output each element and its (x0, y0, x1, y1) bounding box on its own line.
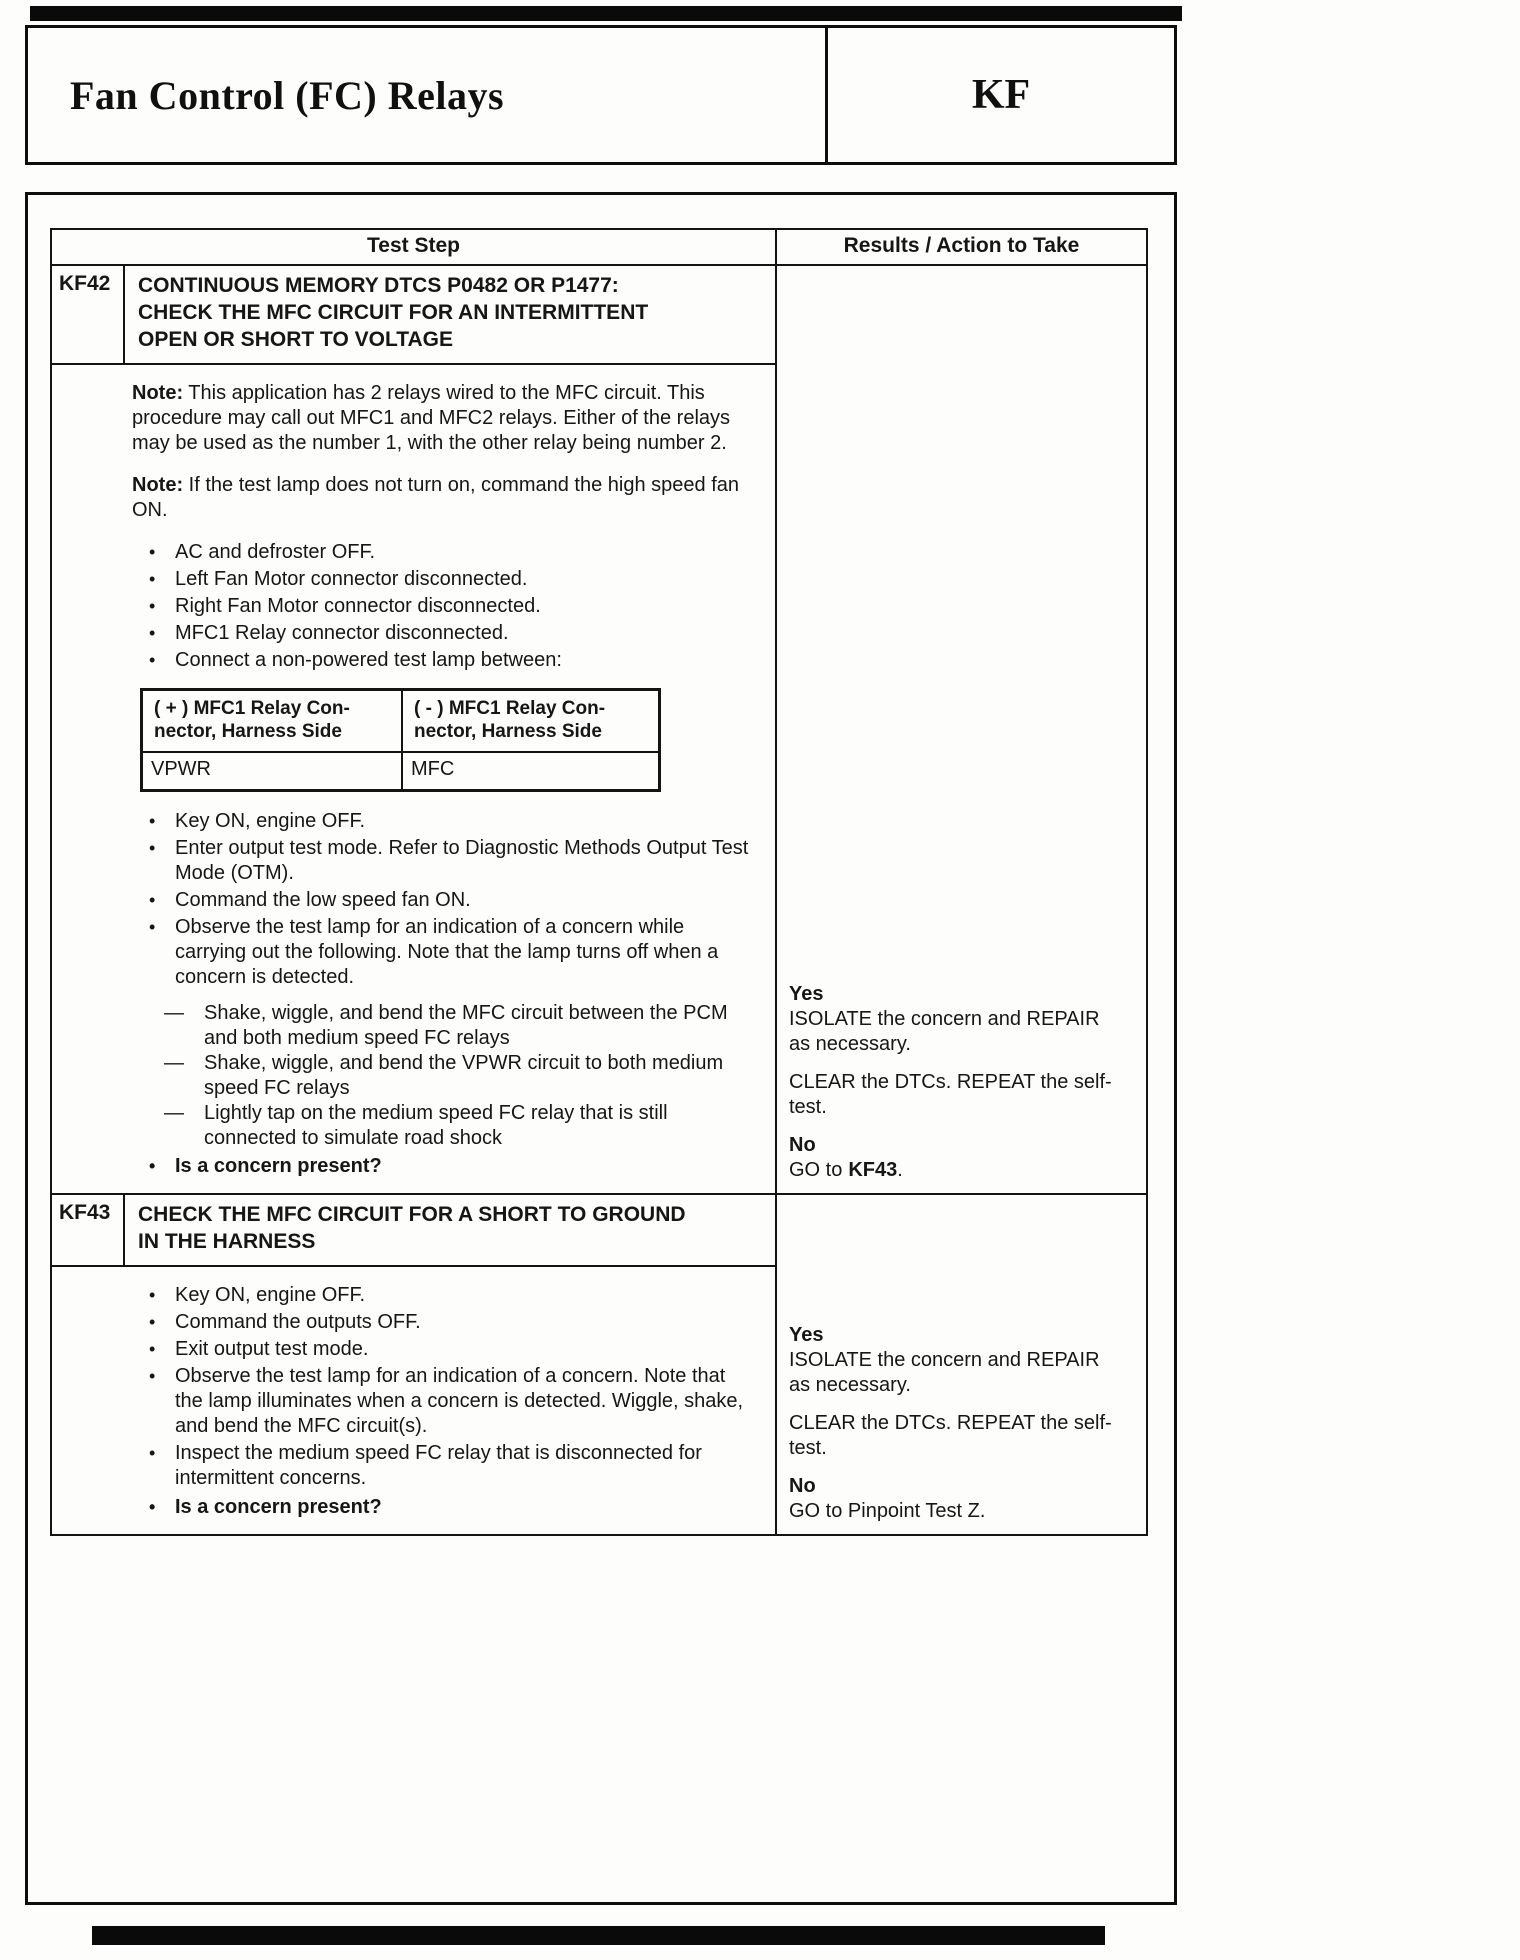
bullet-icon: • (149, 1443, 156, 1463)
bullet-icon: • (149, 1285, 156, 1305)
connector-minus-value: MFC (411, 758, 455, 780)
list-item (149, 621, 755, 646)
step-title: CHECK THE MFC CIRCUIT FOR A SHORT TO GROUND IN THE HARNESS (138, 1203, 686, 1253)
dash-item-text: Shake, wiggle, and bend the VPWR circuit to both medium speed FC relays (204, 1052, 724, 1099)
bullet-icon: • (149, 1497, 156, 1517)
yes-action-1: ISOLATE the concern and REPAIR as necessary. (789, 1349, 1100, 1396)
no-label: No (789, 1134, 816, 1156)
list-item-text: Enter output test mode. Refer to Diagnostic Methods Output Test Mode (OTM). (175, 837, 749, 884)
step-title: CONTINUOUS MEMORY DTCS P0482 OR P1477: CHECK THE MFC CIRCUIT FOR AN INTERMITTENT OPEN OR SHORT TO VOLTAGE (138, 274, 649, 351)
no-label: No (789, 1475, 816, 1497)
bullet-icon: • (149, 650, 156, 670)
results-column-header: Results / Action to Take (843, 234, 1080, 257)
no-action (789, 1158, 1126, 1183)
bullet-list (132, 540, 755, 673)
dash-item (164, 1101, 755, 1151)
list-item (149, 1364, 755, 1439)
connector-plus-header (143, 691, 403, 751)
connector-table-row (143, 753, 658, 789)
list-item-text: Command the low speed fan ON. (175, 889, 471, 911)
list-item-text: Command the outputs OFF. (175, 1311, 421, 1333)
list-item (149, 888, 755, 913)
list-item (149, 1310, 755, 1335)
list-item-text: Observe the test lamp for an indication of a concern. Note that the lamp illuminates when a concern is detected. Wiggle, shake, and bend the MFC circuit(s). (175, 1365, 744, 1437)
kf42-title-row (52, 266, 775, 365)
bullet-icon: • (149, 838, 156, 858)
list-item (149, 540, 755, 565)
question-text: Is a concern present? (175, 1496, 382, 1518)
list-item-text: Key ON, engine OFF. (175, 810, 366, 832)
yes-action-2: CLEAR the DTCs. REPEAT the self-test. (789, 1412, 1112, 1459)
bullet-icon: • (149, 596, 156, 616)
bullet-icon: • (149, 569, 156, 589)
list-item (149, 809, 755, 834)
list-item-text: Inspect the medium speed FC relay that is disconnected for intermittent concerns. (175, 1442, 702, 1489)
content-frame (25, 192, 1177, 1905)
step-id: KF43 (52, 1195, 125, 1265)
connector-plus-value: VPWR (143, 753, 403, 789)
goto-suffix: . (897, 1159, 903, 1181)
note-label: Note: (132, 382, 184, 404)
bullet-icon: • (149, 1156, 156, 1176)
connector-minus-header (403, 691, 658, 751)
note-paragraph (132, 381, 755, 456)
dash-item (164, 1001, 755, 1051)
connector-minus-header-line2: nector, Harness Side (414, 721, 602, 742)
yes-label: Yes (789, 1324, 824, 1346)
scan-artifact-bottom-bar (92, 1926, 1105, 1945)
question-text: Is a concern present? (175, 1155, 382, 1177)
bullet-list (132, 1283, 755, 1491)
kf42-results-cell (777, 266, 1146, 1193)
dash-list (132, 1001, 755, 1151)
kf42-test-step-cell (52, 266, 777, 1193)
bullet-list (132, 809, 755, 990)
note-paragraph (132, 473, 755, 523)
scan-artifact-top-bar (30, 6, 1182, 21)
kf43-step-body (52, 1267, 775, 1534)
yes-action-1: ISOLATE the concern and REPAIR as necessary. (789, 1008, 1100, 1055)
yes-action-2: CLEAR the DTCs. REPEAT the self-test. (789, 1071, 1112, 1118)
step-row-kf42 (52, 264, 1146, 1193)
section-code: KF (971, 72, 1031, 118)
kf42-step-body (52, 365, 775, 1193)
no-action: GO to Pinpoint Test Z. (789, 1500, 986, 1522)
bullet-icon: • (149, 1339, 156, 1359)
step-row-kf43 (52, 1193, 1146, 1534)
list-item-text: Right Fan Motor connector disconnected. (175, 595, 541, 617)
yes-label: Yes (789, 983, 824, 1005)
bullet-icon: • (149, 623, 156, 643)
note-label: Note: (132, 474, 184, 496)
list-item (149, 1337, 755, 1362)
kf43-results-cell (777, 1195, 1146, 1534)
list-item-text: Observe the test lamp for an indication of a concern while carrying out the following. Note that the lamp turns off when a concern is detected. (175, 916, 719, 988)
question-item (149, 1495, 755, 1520)
kf43-test-step-cell (52, 1195, 777, 1534)
bullet-icon: • (149, 542, 156, 562)
list-item-text: MFC1 Relay connector disconnected. (175, 622, 509, 644)
table-header-row (52, 230, 1146, 264)
pinpoint-test-table (50, 228, 1148, 1536)
question-item (149, 1154, 755, 1179)
list-item (149, 1283, 755, 1308)
list-item (149, 915, 755, 990)
goto-target: KF43 (848, 1159, 898, 1181)
page-header (25, 25, 1177, 165)
dash-icon: — (164, 1052, 184, 1074)
dash-icon: — (164, 1002, 184, 1024)
note-text: This application has 2 relays wired to the MFC circuit. This procedure may call out MFC1 and MFC2 relays. Either of the relays may be used as the number 1, with the other relay being number 2. (132, 382, 731, 454)
list-item (149, 1441, 755, 1491)
list-item (149, 567, 755, 592)
connector-plus-header-line1: ( + ) MFC1 Relay Con- (154, 698, 350, 719)
list-item-text: Exit output test mode. (175, 1338, 369, 1360)
bullet-icon: • (149, 890, 156, 910)
dash-item-text: Shake, wiggle, and bend the MFC circuit between the PCM and both medium speed FC relays (204, 1002, 728, 1049)
connector-minus-header-line1: ( - ) MFC1 Relay Con- (414, 698, 606, 719)
list-item (149, 648, 755, 673)
dash-item-text: Lightly tap on the medium speed FC relay that is still connected to simulate road shock (204, 1102, 668, 1149)
goto-prefix: GO to (789, 1159, 843, 1181)
page-title-cell (28, 28, 828, 162)
bullet-icon: • (149, 917, 156, 937)
bullet-icon: • (149, 811, 156, 831)
test-step-column-header: Test Step (52, 230, 777, 264)
list-item (149, 594, 755, 619)
connector-table (140, 688, 661, 792)
list-item-text: Left Fan Motor connector disconnected. (175, 568, 528, 590)
step-id: KF42 (52, 266, 125, 363)
note-text: If the test lamp does not turn on, command the high speed fan ON. (132, 474, 740, 521)
list-item-text: Key ON, engine OFF. (175, 1284, 366, 1306)
list-item-text: Connect a non-powered test lamp between: (175, 649, 562, 671)
kf43-title-row (52, 1195, 775, 1267)
dash-item (164, 1051, 755, 1101)
connector-plus-header-line2: nector, Harness Side (154, 721, 342, 742)
page-title: Fan Control (FC) Relays (70, 72, 505, 118)
bullet-icon: • (149, 1366, 156, 1386)
connector-table-header (143, 691, 658, 753)
list-item (149, 836, 755, 886)
list-item-text: AC and defroster OFF. (175, 541, 376, 563)
bullet-icon: • (149, 1312, 156, 1332)
dash-icon: — (164, 1102, 184, 1124)
